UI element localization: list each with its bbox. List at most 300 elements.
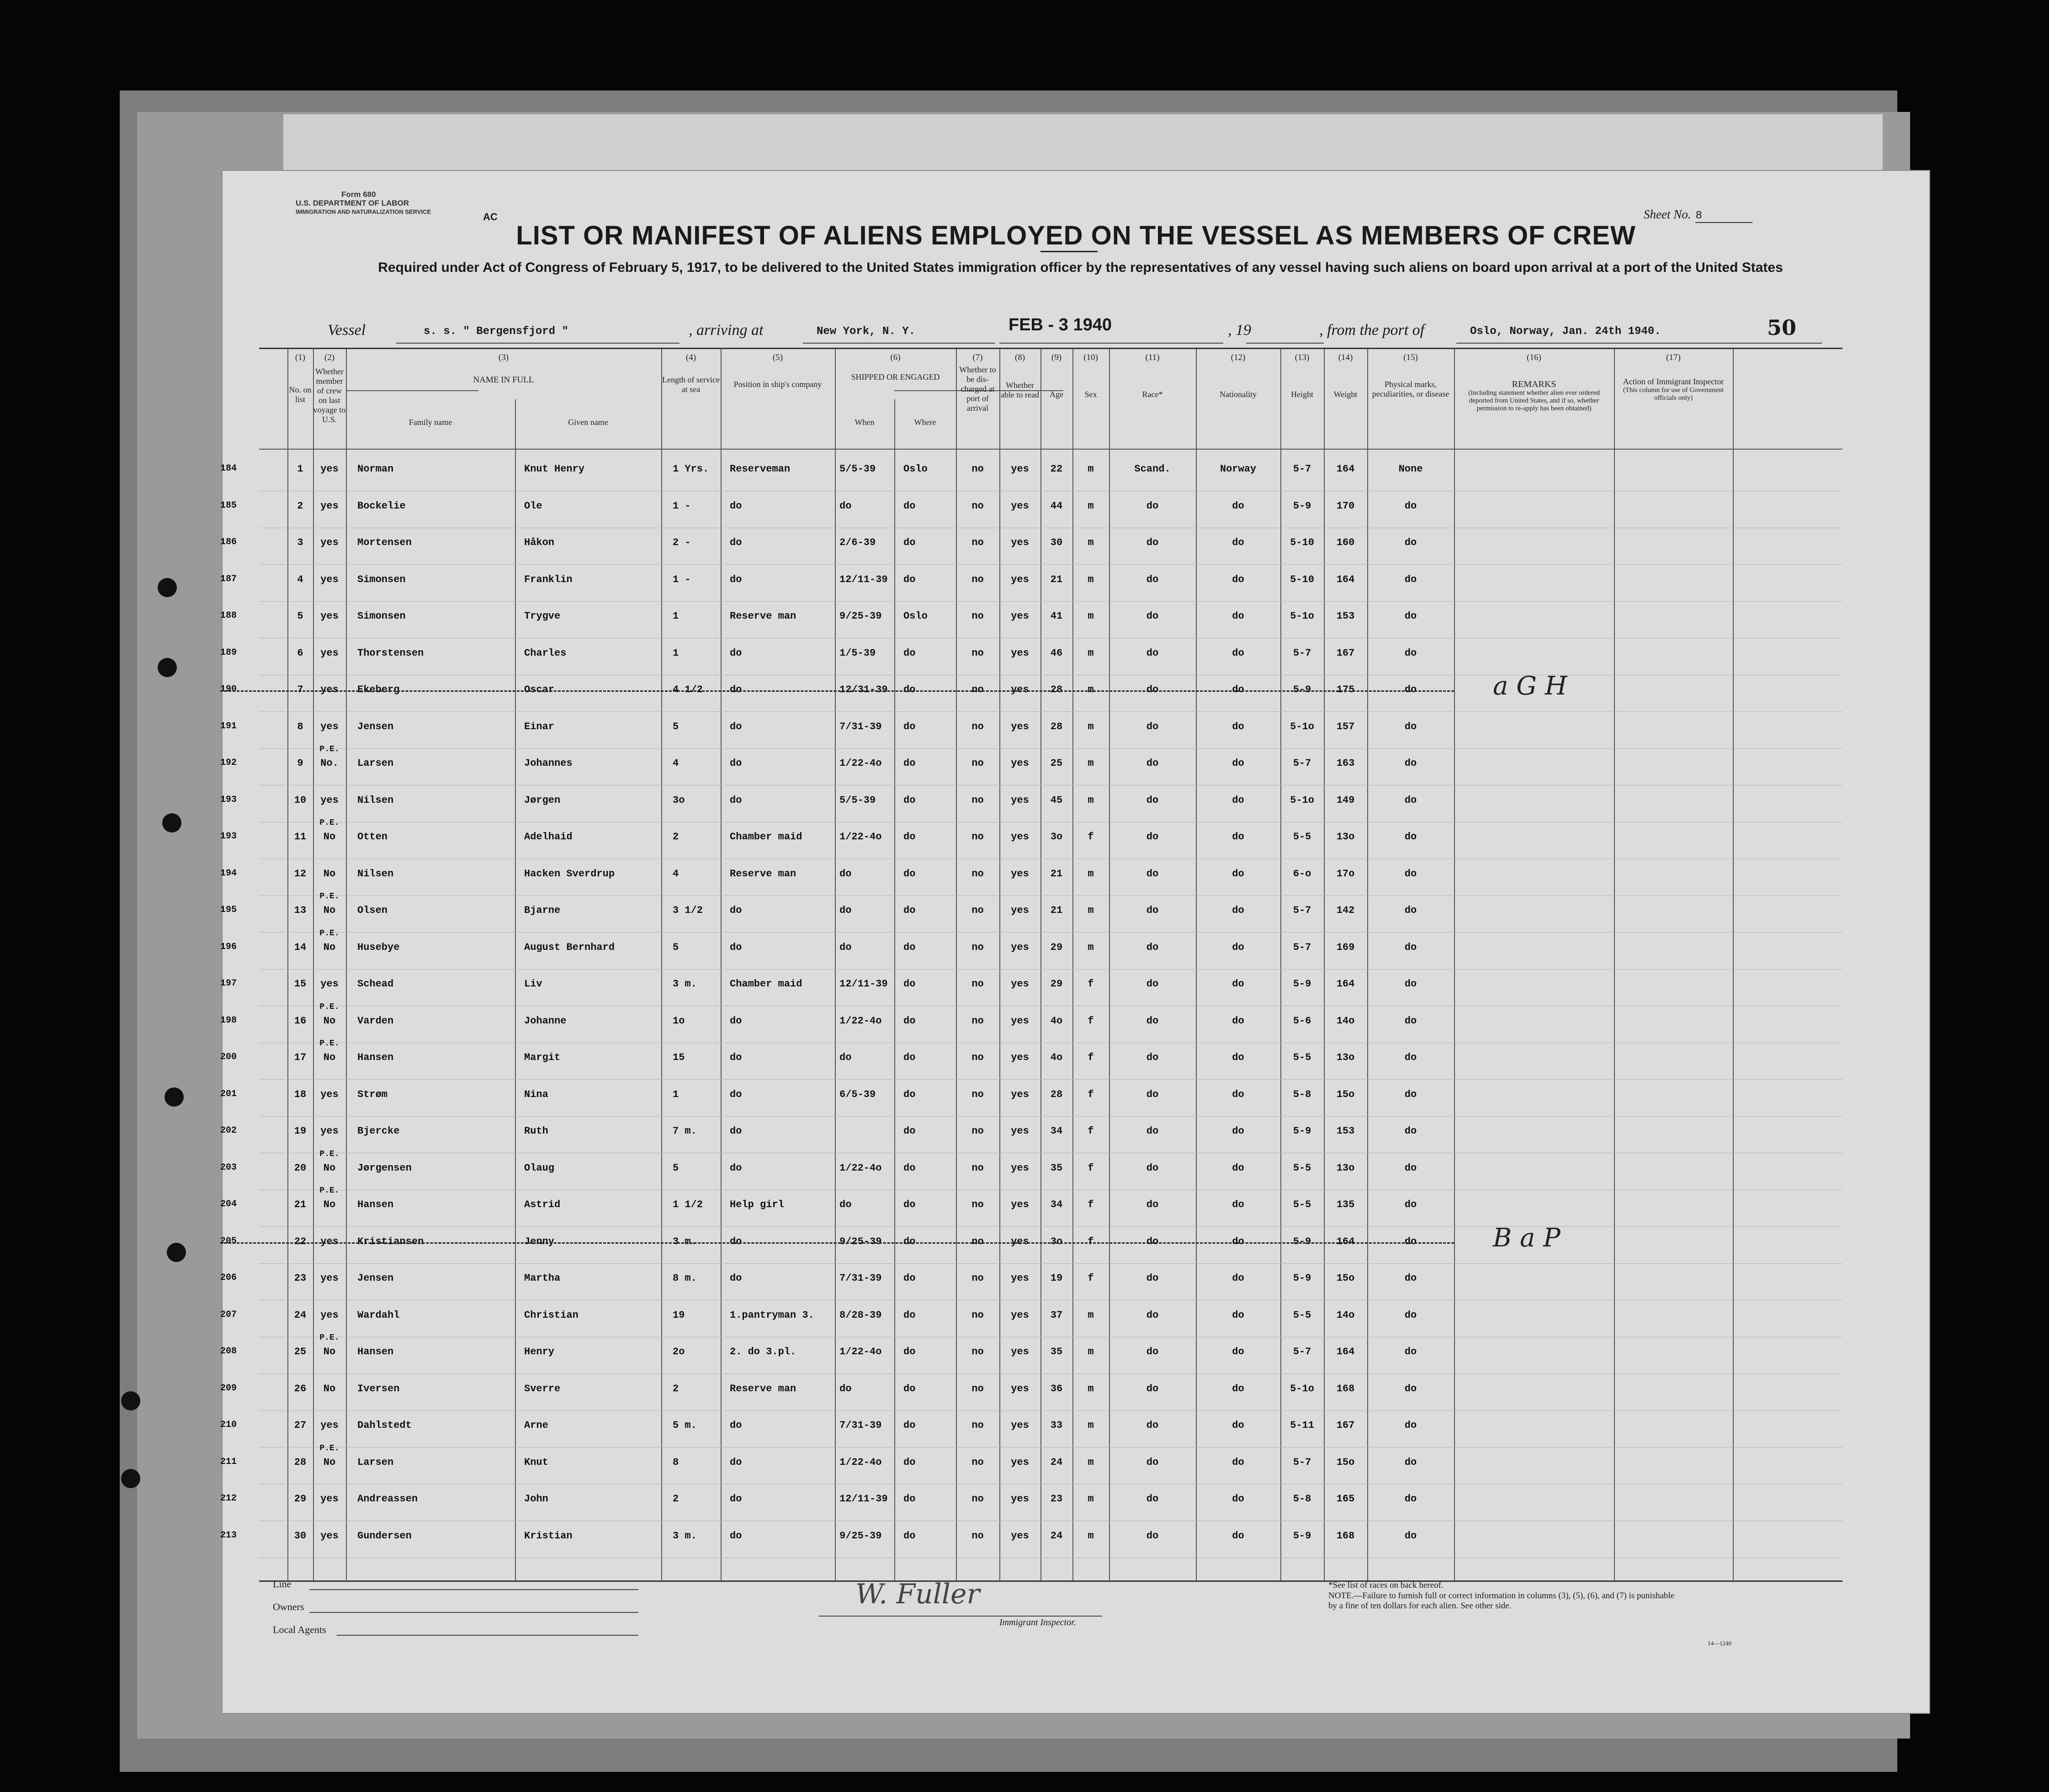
- port-underline: [1456, 343, 1822, 344]
- shipped-when: 12/31-39: [839, 684, 888, 695]
- physical-marks: do: [1404, 1493, 1417, 1505]
- sex: m: [1088, 1346, 1094, 1357]
- discharge-flag: no: [971, 500, 984, 512]
- physical-marks: do: [1404, 868, 1417, 880]
- row-rule: [259, 1079, 1842, 1080]
- nationality: Norway: [1220, 463, 1257, 475]
- height: 5-10: [1290, 573, 1314, 585]
- physical-marks: do: [1404, 573, 1417, 585]
- owners-field: [309, 1612, 638, 1613]
- sex: f: [1088, 1088, 1094, 1100]
- given-name: Margit: [524, 1052, 561, 1063]
- age: 46: [1050, 647, 1063, 659]
- age: 21: [1050, 573, 1063, 585]
- col16-label: REMARKS: [1512, 379, 1556, 389]
- age: 28: [1050, 1088, 1063, 1100]
- shipped-where: do: [903, 537, 916, 548]
- member-last-voyage: yes: [320, 721, 339, 732]
- col7-number: (7): [972, 353, 983, 362]
- given-name: Arne: [524, 1420, 548, 1431]
- position: do: [730, 1272, 742, 1284]
- given-name: Oscar: [524, 684, 555, 695]
- read-flag: yes: [1011, 905, 1029, 916]
- shipped-where: do: [903, 647, 916, 659]
- margin-number: 202: [220, 1125, 237, 1136]
- shipped-when: 7/31-39: [839, 1420, 882, 1431]
- discharge-flag: no: [971, 1088, 984, 1100]
- service-length: 19: [673, 1309, 685, 1321]
- read-flag: yes: [1011, 1052, 1029, 1063]
- family-name: Jensen: [357, 721, 394, 732]
- shipped-when: 8/28-39: [839, 1309, 882, 1321]
- column-divider: [956, 349, 957, 1580]
- nationality: do: [1232, 1052, 1244, 1063]
- nationality: do: [1232, 868, 1244, 880]
- shipped-where: do: [903, 1199, 916, 1210]
- row-rule: [259, 1373, 1842, 1374]
- age: 3o: [1050, 831, 1063, 843]
- given-name: Kristian: [524, 1530, 573, 1542]
- row-number: 15: [294, 978, 307, 990]
- date-underline: [999, 343, 1223, 344]
- height: 5-5: [1293, 831, 1311, 843]
- weight: 164: [1336, 463, 1355, 475]
- height: 5-1o: [1290, 1383, 1314, 1394]
- crew-table: [220, 348, 1842, 1582]
- sex: m: [1088, 1530, 1094, 1542]
- shipped-where: do: [903, 684, 916, 695]
- given-name: Einar: [524, 721, 555, 732]
- age: 29: [1050, 941, 1063, 953]
- position: do: [730, 1015, 742, 1027]
- age: 24: [1050, 1456, 1063, 1468]
- sex: m: [1088, 758, 1094, 769]
- shipped-when: 5/5-39: [839, 794, 876, 806]
- weight: 168: [1336, 1530, 1355, 1542]
- row-rule: [259, 932, 1842, 933]
- given-name: Martha: [524, 1272, 561, 1284]
- race: do: [1146, 537, 1159, 548]
- physical-marks: do: [1404, 1272, 1417, 1284]
- shipped-where: do: [903, 1272, 916, 1284]
- shipped-when: 9/25-39: [839, 1530, 882, 1542]
- title-underline: [1040, 251, 1098, 252]
- row-number: 17: [294, 1052, 307, 1063]
- shipped-when: 12/11-39: [839, 978, 888, 990]
- row-rule: [259, 711, 1842, 712]
- row-number: 20: [294, 1162, 307, 1174]
- family-name: Ekeberg: [357, 684, 400, 695]
- row-rule: [259, 1263, 1842, 1264]
- family-name: Nilsen: [357, 794, 394, 806]
- col15-header: [1367, 353, 1454, 399]
- shipped-when: 1/22-4o: [839, 1015, 882, 1027]
- height: 5-7: [1293, 1456, 1311, 1468]
- binder-hole-icon: [121, 1469, 140, 1488]
- margin-number: 206: [220, 1272, 237, 1283]
- discharge-flag: no: [971, 721, 984, 732]
- service-length: 1 1/2: [673, 1199, 703, 1210]
- read-flag: yes: [1011, 1272, 1029, 1284]
- discharge-flag: no: [971, 1309, 984, 1321]
- position: Chamber maid: [730, 978, 802, 990]
- physical-marks: do: [1404, 721, 1417, 732]
- page-title: LIST OR MANIFEST OF ALIENS EMPLOYED ON THE VESSEL AS MEMBERS OF CREW: [516, 221, 1636, 250]
- col17-header: [1614, 353, 1733, 402]
- col3-label: NAME IN FULL: [473, 375, 534, 385]
- family-name: Husebye: [357, 941, 400, 953]
- height: 5-5: [1293, 1162, 1311, 1174]
- position: do: [730, 500, 742, 512]
- races-note: *See list of races on back hereof.: [1328, 1580, 1444, 1590]
- sex: f: [1088, 1052, 1094, 1063]
- age: 29: [1050, 978, 1063, 990]
- form-number: Form 680: [341, 190, 376, 199]
- col6b-header: [894, 418, 956, 427]
- col8-label: Whether able to read: [1001, 381, 1039, 399]
- age: 37: [1050, 1309, 1063, 1321]
- col16-number: (16): [1527, 353, 1541, 362]
- race: do: [1146, 1235, 1159, 1247]
- col14-number: (14): [1338, 353, 1353, 362]
- physical-marks: do: [1404, 1309, 1417, 1321]
- sex: f: [1088, 1015, 1094, 1027]
- col10-label: Sex: [1084, 390, 1097, 399]
- service-length: 5 m.: [673, 1420, 697, 1431]
- shipped-where: do: [903, 1125, 916, 1137]
- shipped-where: do: [903, 1235, 916, 1247]
- weight: 135: [1336, 1199, 1355, 1210]
- column-divider: [894, 399, 895, 1580]
- weight: 167: [1336, 647, 1355, 659]
- pe-mark: P.E.: [319, 1443, 340, 1453]
- physical-marks: do: [1404, 1235, 1417, 1247]
- nationality: do: [1232, 684, 1244, 695]
- col7-header: [956, 353, 999, 413]
- member-last-voyage: No: [323, 905, 336, 916]
- row-number: 4: [297, 573, 303, 585]
- race: do: [1146, 1162, 1159, 1174]
- departure-port: Oslo, Norway, Jan. 24th 1940.: [1470, 325, 1661, 338]
- race: do: [1146, 1015, 1159, 1027]
- discharge-flag: no: [971, 610, 984, 622]
- given-name: Ole: [524, 500, 542, 512]
- read-flag: yes: [1011, 1346, 1029, 1357]
- row-number: 22: [294, 1235, 307, 1247]
- family-name-label: Family name: [409, 418, 452, 427]
- binder-hole-icon: [162, 813, 181, 832]
- col2-label: Whether member of crew on last voyage to U.S.: [313, 367, 346, 424]
- given-name: Liv: [524, 978, 542, 990]
- given-name: Knut Henry: [524, 463, 585, 475]
- given-name: Trygve: [524, 610, 561, 622]
- read-flag: yes: [1011, 500, 1029, 512]
- margin-number: 191: [220, 721, 237, 732]
- where-label: Where: [914, 418, 936, 427]
- shipped-where: do: [903, 1456, 916, 1468]
- row-number: 13: [294, 905, 307, 916]
- weight: 149: [1336, 794, 1355, 806]
- family-name: Thorstensen: [357, 647, 424, 659]
- height: 5-8: [1293, 1493, 1311, 1505]
- row-number: 24: [294, 1309, 307, 1321]
- col12-header: [1196, 353, 1280, 399]
- margin-number: 212: [220, 1493, 237, 1504]
- position: do: [730, 1162, 742, 1174]
- family-name: Olsen: [357, 905, 388, 916]
- sex: m: [1088, 610, 1094, 622]
- margin-number: 213: [220, 1530, 237, 1541]
- physical-marks: do: [1404, 500, 1417, 512]
- margin-number: 210: [220, 1420, 237, 1430]
- weight: 15o: [1336, 1456, 1355, 1468]
- height: 5-9: [1293, 1125, 1311, 1137]
- position: do: [730, 905, 742, 916]
- read-flag: yes: [1011, 1493, 1029, 1505]
- col3-number: (3): [498, 353, 509, 362]
- pe-mark: P.E.: [319, 818, 340, 827]
- nationality: do: [1232, 978, 1244, 990]
- position: do: [730, 537, 742, 548]
- shipped-when: 12/11-39: [839, 1493, 888, 1505]
- line-label: Line: [273, 1578, 292, 1590]
- margin-number: 204: [220, 1199, 237, 1209]
- race: do: [1146, 684, 1159, 695]
- row-number: 28: [294, 1456, 307, 1468]
- member-last-voyage: yes: [320, 1088, 339, 1100]
- shipped-when: 1/22-4o: [839, 758, 882, 769]
- vessel-label: Vessel: [328, 322, 366, 339]
- height: 6-o: [1293, 868, 1311, 880]
- given-name: Johannes: [524, 758, 573, 769]
- margin-number: 187: [220, 573, 237, 584]
- row-rule: [259, 564, 1842, 565]
- shipped-when: 5/5-39: [839, 463, 876, 475]
- nationality: do: [1232, 905, 1244, 916]
- shipped-when: do: [839, 941, 852, 953]
- shipped-where: do: [903, 978, 916, 990]
- row-number: 30: [294, 1530, 307, 1542]
- physical-marks: None: [1398, 463, 1423, 475]
- shipped-where: do: [903, 868, 916, 880]
- read-flag: yes: [1011, 1088, 1029, 1100]
- nationality: do: [1232, 1162, 1244, 1174]
- read-flag: yes: [1011, 537, 1029, 548]
- physical-marks: do: [1404, 537, 1417, 548]
- member-last-voyage: yes: [320, 610, 339, 622]
- col9-label: Age: [1050, 390, 1063, 399]
- sex: m: [1088, 647, 1094, 659]
- height: 5-9: [1293, 500, 1311, 512]
- weight: 14o: [1336, 1015, 1355, 1027]
- nationality: do: [1232, 794, 1244, 806]
- discharge-flag: no: [971, 1235, 984, 1247]
- from-port-label: , from the port of: [1319, 322, 1425, 339]
- family-name: Bockelie: [357, 500, 406, 512]
- race: do: [1146, 721, 1159, 732]
- row-number: 3: [297, 537, 303, 548]
- height: 5-7: [1293, 1346, 1311, 1357]
- shipped-where: do: [903, 1088, 916, 1100]
- member-last-voyage: No.: [320, 758, 339, 769]
- physical-marks: do: [1404, 1125, 1417, 1137]
- position: do: [730, 684, 742, 695]
- column-divider: [1324, 349, 1325, 1580]
- weight: 164: [1336, 573, 1355, 585]
- shipped-when: 1/22-4o: [839, 831, 882, 843]
- member-last-voyage: yes: [320, 794, 339, 806]
- row-number: 19: [294, 1125, 307, 1137]
- shipped-when: 6/5-39: [839, 1088, 876, 1100]
- service-length: 8: [673, 1456, 679, 1468]
- weight: 15o: [1336, 1272, 1355, 1284]
- sex: m: [1088, 1383, 1094, 1394]
- shipped-where: do: [903, 831, 916, 843]
- col7-label: Whether to be dis-charged at port of arrival: [959, 365, 996, 413]
- row-rule: [259, 601, 1842, 602]
- position: Reserve man: [730, 610, 796, 622]
- col3a-header: [346, 418, 515, 427]
- shipped-when: 7/31-39: [839, 721, 882, 732]
- sex: m: [1088, 1309, 1094, 1321]
- age: 44: [1050, 500, 1063, 512]
- member-last-voyage: No: [323, 1052, 336, 1063]
- form-identifier: [296, 190, 431, 216]
- col9-header: [1040, 353, 1072, 399]
- member-last-voyage: No: [323, 941, 336, 953]
- margin-number: 208: [220, 1346, 237, 1357]
- shipped-where: do: [903, 1530, 916, 1542]
- discharge-flag: no: [971, 794, 984, 806]
- row-number: 14: [294, 941, 307, 953]
- manifest-sheet: [222, 170, 1930, 1714]
- member-last-voyage: yes: [320, 500, 339, 512]
- age: 3o: [1050, 1235, 1063, 1247]
- position: do: [730, 1125, 742, 1137]
- age: 28: [1050, 721, 1063, 732]
- col12-number: (12): [1231, 353, 1246, 362]
- physical-marks: do: [1404, 1456, 1417, 1468]
- column-divider: [1280, 349, 1281, 1580]
- weight: 15o: [1336, 1088, 1355, 1100]
- race: do: [1146, 905, 1159, 916]
- family-name: Gundersen: [357, 1530, 412, 1542]
- margin-number: 194: [220, 868, 237, 879]
- row-number: 6: [297, 647, 303, 659]
- given-name-label: Given name: [568, 418, 608, 427]
- given-name: Jenny: [524, 1235, 555, 1247]
- col2-number: (2): [324, 353, 335, 362]
- sex: m: [1088, 537, 1094, 548]
- weight: 142: [1336, 905, 1355, 916]
- height: 5-9: [1293, 684, 1311, 695]
- column-divider: [999, 349, 1000, 1580]
- shipped-where: do: [903, 721, 916, 732]
- sex: m: [1088, 1420, 1094, 1431]
- age: 24: [1050, 1530, 1063, 1542]
- department-name: U.S. DEPARTMENT OF LABOR: [296, 199, 409, 207]
- row-number: 27: [294, 1420, 307, 1431]
- given-name: Olaug: [524, 1162, 555, 1174]
- position: do: [730, 794, 742, 806]
- given-name: Knut: [524, 1456, 548, 1468]
- shipped-where: do: [903, 573, 916, 585]
- service-length: 15: [673, 1052, 685, 1063]
- weight: 153: [1336, 610, 1355, 622]
- pe-mark: P.E.: [319, 892, 340, 901]
- discharge-flag: no: [971, 1272, 984, 1284]
- nationality: do: [1232, 610, 1244, 622]
- discharge-flag: no: [971, 905, 984, 916]
- family-name: Schead: [357, 978, 394, 990]
- col9-number: (9): [1051, 353, 1062, 362]
- family-name: Iversen: [357, 1383, 400, 1394]
- col14-header: [1324, 353, 1367, 399]
- nationality: do: [1232, 1309, 1244, 1321]
- service-length: 4: [673, 868, 679, 880]
- height: 5-6: [1293, 1015, 1311, 1027]
- nationality: do: [1232, 1272, 1244, 1284]
- race: do: [1146, 1456, 1159, 1468]
- given-name: Franklin: [524, 573, 573, 585]
- col6-label: SHIPPED OR ENGAGED: [851, 372, 940, 382]
- age: 22: [1050, 463, 1063, 475]
- column-divider: [1072, 349, 1073, 1580]
- height: 5-7: [1293, 647, 1311, 659]
- age: 45: [1050, 794, 1063, 806]
- age: 35: [1050, 1162, 1063, 1174]
- sex: m: [1088, 500, 1094, 512]
- member-last-voyage: yes: [320, 684, 339, 695]
- shipped-when: 1/22-4o: [839, 1456, 882, 1468]
- col3b-header: [515, 418, 661, 427]
- binder-hole-icon: [167, 1243, 186, 1262]
- binder-hole-icon: [158, 658, 177, 677]
- read-flag: yes: [1011, 1420, 1029, 1431]
- family-name: Norman: [357, 463, 394, 475]
- member-last-voyage: No: [323, 831, 336, 843]
- nationality: do: [1232, 1420, 1244, 1431]
- race: do: [1146, 1346, 1159, 1357]
- height: 5-5: [1293, 1199, 1311, 1210]
- margin-number: 207: [220, 1309, 237, 1320]
- service-length: 7 m.: [673, 1125, 697, 1137]
- margin-number: 200: [220, 1052, 237, 1062]
- row-number: 29: [294, 1493, 307, 1505]
- shipped-when: 1/22-4o: [839, 1162, 882, 1174]
- race: do: [1146, 1493, 1159, 1505]
- nationality: do: [1232, 941, 1244, 953]
- read-flag: yes: [1011, 794, 1029, 806]
- col5-label: Position in ship's company: [733, 380, 822, 389]
- weight: 175: [1336, 684, 1355, 695]
- column-divider: [1196, 349, 1197, 1580]
- arrival-date-stamp: FEB - 3 1940: [1009, 315, 1112, 334]
- sex: f: [1088, 1162, 1094, 1174]
- position: do: [730, 647, 742, 659]
- given-name: Christian: [524, 1309, 579, 1321]
- col6-number: (6): [890, 353, 901, 362]
- arriving-label: , arriving at: [689, 322, 764, 339]
- inspector-initials: B a P: [1493, 1223, 1561, 1253]
- col17-label: Action of Immigrant Inspector: [1623, 377, 1724, 386]
- margin-number: 197: [220, 978, 237, 989]
- year-label: , 19: [1228, 322, 1251, 339]
- discharge-flag: no: [971, 1530, 984, 1542]
- discharge-flag: no: [971, 1052, 984, 1063]
- weight: 164: [1336, 978, 1355, 990]
- col16-note: (Including statement whether alien ever ordered deported from United States, and if so, whether permission to re-apply has been obtained): [1468, 389, 1600, 412]
